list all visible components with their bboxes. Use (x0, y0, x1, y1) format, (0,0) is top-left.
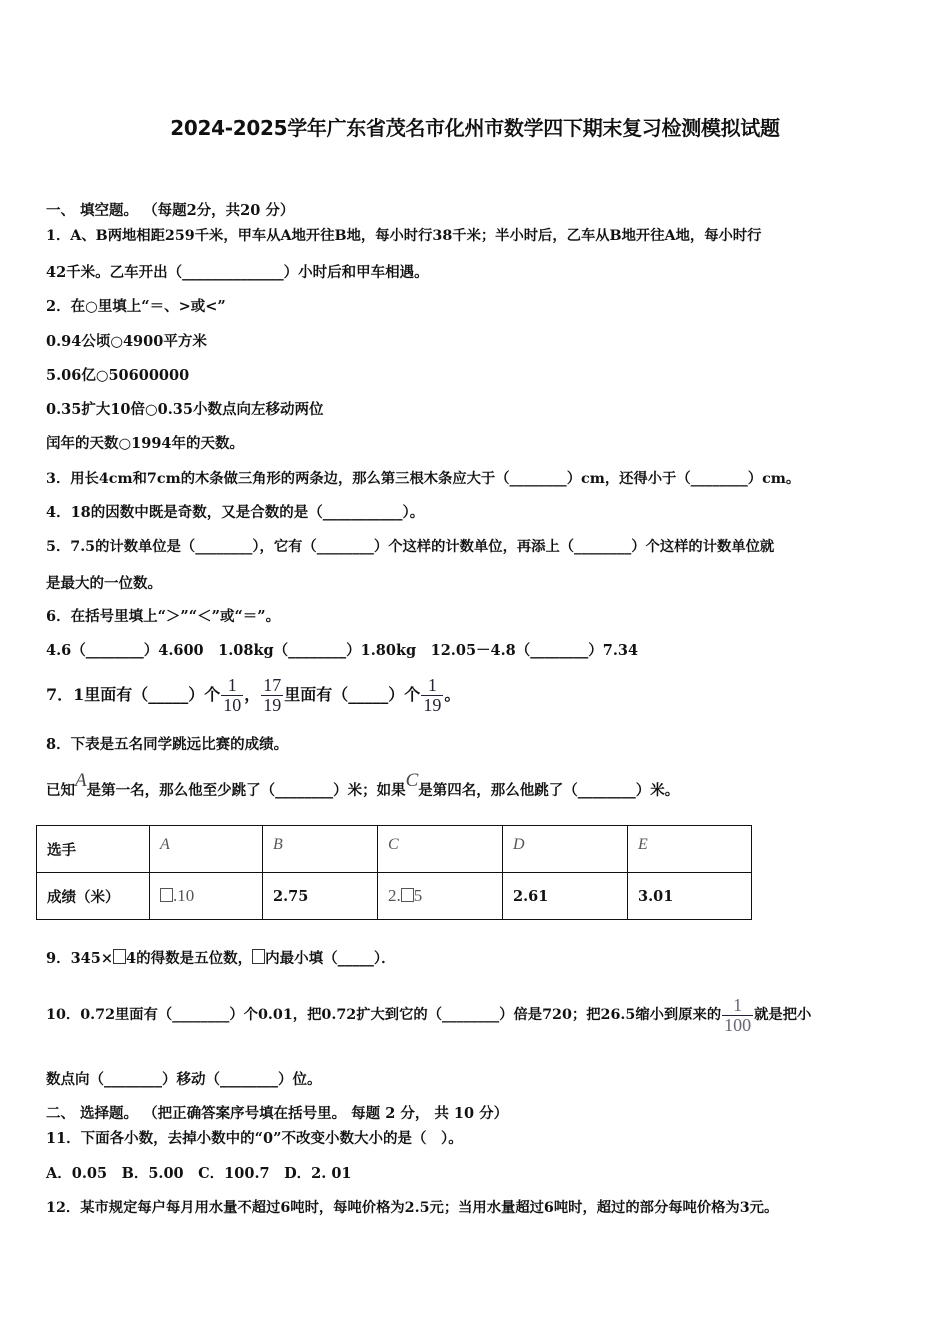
question-10-line-2: 数点向（________）移动（________）位。 (46, 1071, 322, 1088)
question-3: 3．用长4cm和7cm的木条做三角形的两条边，那么第三根木条应大于（________）cm，还得小于（________）cm。 (46, 471, 801, 487)
player-d: D (513, 836, 525, 853)
question-8-stem: 8．下表是五名同学跳远比赛的成绩。 (46, 736, 289, 753)
fraction-one-nineteenth: $\frac{1}{19}$ (423, 675, 442, 715)
fraction-seventeen-nineteenths: $\frac{17}{19}$ (263, 675, 282, 715)
score-a: .10 (150, 873, 263, 920)
question-2-item-d: 闰年的天数○1994年的天数。 (46, 435, 245, 452)
fraction-one-hundredth: $\frac{1}{100}$ (724, 994, 752, 1035)
score-e: 3.01 (628, 873, 752, 920)
question-8-text: 已知A是第一名，那么他至少跳了（________）米；如果C是第四名，那么他跳了（________）米。 (46, 770, 680, 799)
question-10-line-1: 10．0.72里面有（________）个0.01，把0.72扩大到它的（________）倍是720；把26.5缩小到原来的 $\frac{1}{100}$ 就是把小 (46, 994, 812, 1035)
question-2-item-a: 0.94公顷○4900平方米 (46, 333, 207, 350)
question-7-part-1: 7．1里面有（_____）个 (46, 685, 221, 704)
variable-a: A (75, 770, 87, 791)
variable-c: C (405, 770, 419, 791)
question-9: 9．345× 4的得数是五位数， 内最小填（_____）． (46, 950, 396, 967)
player-e: E (638, 836, 648, 853)
player-c: C (388, 836, 399, 853)
question-2-item-c: 0.35扩大10倍○0.35小数点向左移动两位 (46, 401, 324, 418)
section-1-heading: 一、 填空题。 （每题2分，共20 分） (46, 202, 295, 219)
question-2-item-b: 5.06亿○50600000 (46, 367, 190, 384)
page-title: 2024-2025学年广东省茂名市化州市数学四下期末复习检测模拟试题 (170, 116, 780, 140)
blank-box-icon (160, 888, 173, 902)
question-1-line-2: 42千米。乙车开出（______________）小时后和甲车相遇。 (46, 264, 429, 281)
score-b: 2.75 (263, 873, 378, 920)
question-11-options: A．0.05 B．5.00 C．100.7 D．2. 01 (46, 1165, 352, 1182)
question-4: 4．18的因数中既是奇数，又是合数的是（___________）。 (46, 504, 425, 521)
table-header-label: 选手 (37, 826, 150, 873)
score-d: 2.61 (503, 873, 628, 920)
table-row (37, 826, 752, 873)
question-2-stem: 2．在○里填上“＝、>或<” (46, 298, 226, 315)
question-7-part-2: 里面有（_____）个 (284, 685, 421, 704)
player-a: A (160, 836, 170, 853)
question-5-line-2: 是最大的一位数。 (46, 575, 162, 592)
question-1-line-1: 1．A、B两地相距259千米，甲车从A地开往B地，每小时行38千米；半小时后，乙车从B地开往A地，每小时行 (46, 228, 762, 244)
score-c: 2. 5 (378, 873, 503, 920)
question-7: 7．1里面有（_____）个 $\frac{1}{10}$ ， $\frac{17}{19}$ 里面有（_____）个 $\frac{1}{19}$ 。 (46, 675, 461, 715)
fraction-one-tenth: $\frac{1}{10}$ (223, 675, 242, 715)
blank-box-icon (113, 949, 126, 964)
blank-box-icon (401, 888, 414, 902)
table-score-label: 成绩（米） (37, 873, 150, 920)
question-6-stem: 6．在括号里填上“＞”“＜”或“＝”。 (46, 608, 281, 625)
long-jump-score-table (36, 825, 752, 920)
blank-box-icon (252, 949, 265, 964)
question-11-stem: 11．下面各小数，去掉小数中的“0”不改变小数大小的是（ ）。 (46, 1130, 463, 1147)
player-b: B (273, 836, 283, 853)
table-row (37, 873, 752, 920)
question-6-comparisons: 4.6（________）4.600 1.08kg（________）1.80kg 12.05－4.8（________）7.34 (46, 642, 639, 659)
section-2-heading: 二、 选择题。 （把正确答案序号填在括号里。 每题 2 分， 共 10 分） (46, 1105, 509, 1122)
question-12: 12．某市规定每户每月用水量不超过6吨时，每吨价格为2.5元；当用水量超过6吨时，超过的部分每吨价格为3元。 (46, 1200, 779, 1216)
question-5-line-1: 5．7.5的计数单位是（________），它有（________）个这样的计数单位，再添上（________）个这样的计数单位就 (46, 539, 775, 555)
